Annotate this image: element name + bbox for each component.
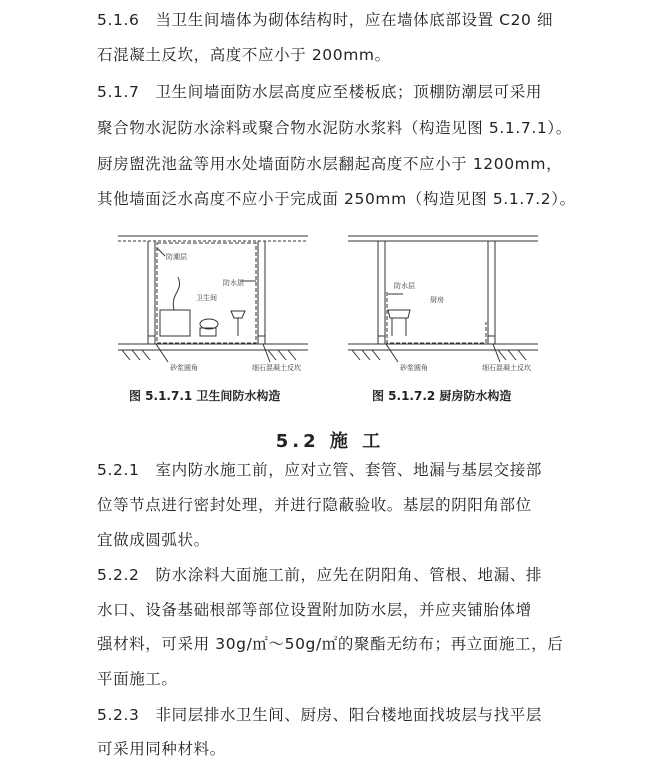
paragraph-5-2-3-line-2: 可采用同种材料。	[97, 740, 226, 758]
paragraph-5-1-7-line-2: 聚合物水泥防水涂料或聚合物水泥防水浆料（构造见图 5.1.7.1）。	[97, 119, 572, 137]
kitchen-waterproof-diagram	[348, 232, 538, 380]
paragraph-5-2-3-line-1: 5.2.3 非同层排水卫生间、厨房、阳台楼地面找坡层与找平层	[97, 706, 542, 724]
bathroom-waterproof-diagram	[118, 232, 308, 380]
label-waterproof-layer: 防水层	[394, 282, 415, 290]
label-bathroom: 卫生间	[196, 294, 217, 302]
label-mortar-corner: 砂浆圆角	[400, 364, 428, 372]
section-title: 5.2 施 工	[275, 431, 385, 452]
paragraph-5-2-2-line-3: 强材料，可采用 30g/㎡～50g/㎡的聚酯无纺布；再立面施工，后	[97, 635, 564, 653]
paragraph-5-2-1-line-3: 宜做成圆弧状。	[97, 531, 210, 549]
paragraph-5-2-1-line-1: 5.2.1 室内防水施工前，应对立管、套管、地漏与基层交接部	[97, 461, 542, 479]
label-moisture-layer: 防潮层	[166, 253, 187, 261]
label-concrete-curb: 细石混凝土反坎	[482, 364, 531, 372]
label-waterproof-layer: 防水层	[223, 279, 244, 287]
paragraph-5-2-2-line-1: 5.2.2 防水涂料大面施工前，应先在阴阳角、管根、地漏、排	[97, 566, 542, 584]
paragraph-5-1-6-line-2: 石混凝土反坎，高度不应小于 200mm。	[97, 46, 391, 64]
paragraph-5-2-2-line-4: 平面施工。	[97, 670, 178, 688]
paragraph-5-2-1-line-2: 位等节点进行密封处理，并进行隐蔽验收。基层的阴阳角部位	[97, 496, 532, 514]
label-kitchen: 厨房	[430, 296, 444, 304]
paragraph-5-1-7-line-3: 厨房盥洗池盆等用水处墙面防水层翻起高度不应小于 1200mm，	[97, 155, 563, 173]
paragraph-5-1-7-line-1: 5.1.7 卫生间墙面防水层高度应至楼板底；顶棚防潮层可采用	[97, 83, 542, 101]
figure-caption-5-1-7-1: 图 5.1.7.1 卫生间防水构造	[129, 389, 281, 403]
paragraph-5-1-6-line-1: 5.1.6 当卫生间墙体为砌体结构时，应在墙体底部设置 C20 细	[97, 11, 554, 29]
paragraph-5-1-7-line-4: 其他墙面泛水高度不应小于完成面 250mm（构造见图 5.1.7.2）。	[97, 190, 576, 208]
label-concrete-curb: 细石混凝土反坎	[252, 364, 301, 372]
figure-caption-5-1-7-2: 图 5.1.7.2 厨房防水构造	[372, 389, 512, 403]
label-mortar-corner: 砂浆圆角	[170, 364, 198, 372]
paragraph-5-2-2-line-2: 水口、设备基础根部等部位设置附加防水层，并应夹铺胎体增	[97, 601, 532, 619]
